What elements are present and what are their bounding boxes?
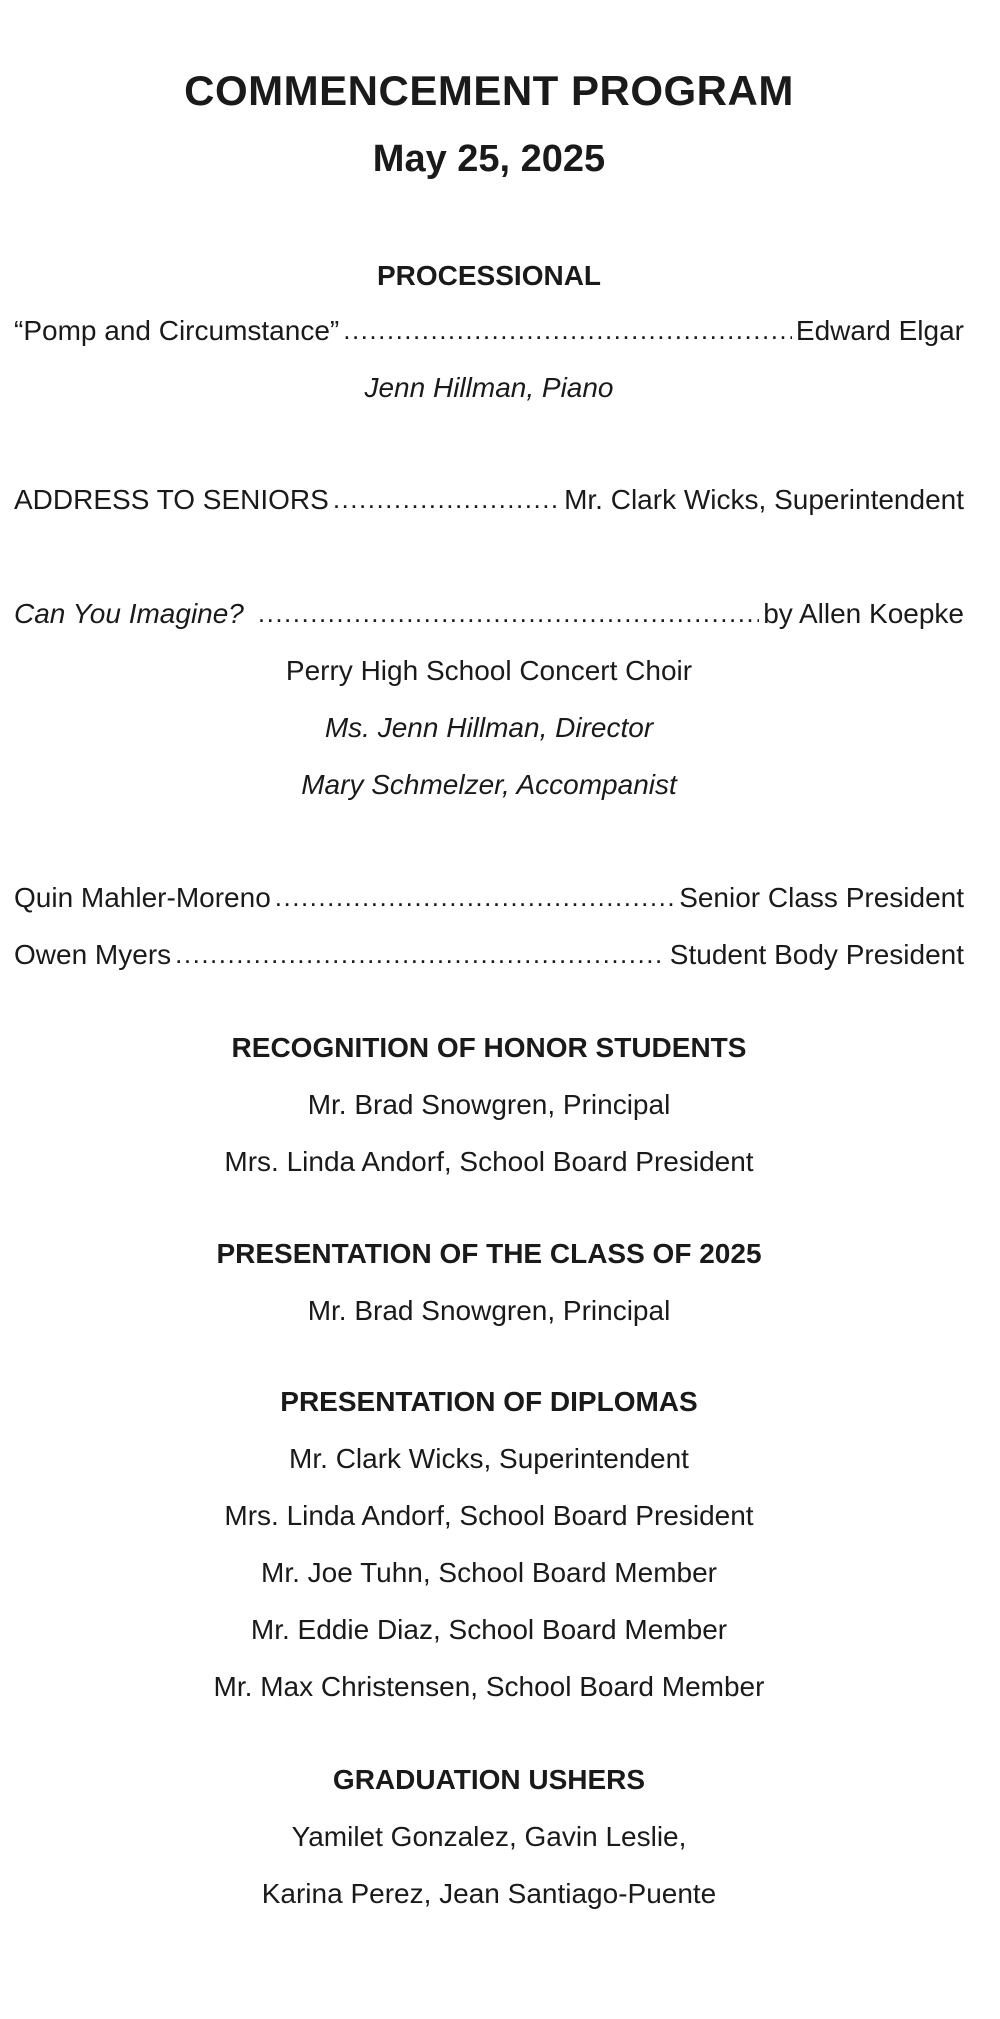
diplomas-person: Mr. Eddie Diaz, School Board Member bbox=[250, 1614, 728, 1645]
diplomas-person: Mr. Clark Wicks, Superintendent bbox=[289, 1443, 689, 1474]
song-line bbox=[14, 600, 964, 628]
diplomas-person: Mr. Max Christensen, School Board Member bbox=[213, 1671, 765, 1702]
dot-leader bbox=[343, 320, 792, 340]
ushers-line: Karina Perez, Jean Santiago-Puente bbox=[261, 1878, 717, 1909]
song-accompanist: Mary Schmelzer, Accompanist bbox=[301, 769, 677, 800]
speaker-line bbox=[14, 941, 964, 969]
address-speaker: Mr. Clark Wicks, Superintendent bbox=[564, 484, 964, 515]
song-director: Ms. Jenn Hillman, Director bbox=[324, 712, 654, 743]
song-composer: by Allen Koepke bbox=[763, 598, 964, 629]
dot-leader bbox=[258, 603, 759, 623]
class-presentation-person: Mr. Brad Snowgren, Principal bbox=[307, 1295, 671, 1326]
song-title: Can You Imagine? bbox=[14, 598, 244, 629]
speaker-line bbox=[14, 884, 964, 912]
processional-piece: “Pomp and Circumstance” bbox=[14, 315, 340, 346]
honor-heading: RECOGNITION OF HONOR STUDENTS bbox=[231, 1032, 747, 1063]
class-presentation-heading: PRESENTATION OF THE CLASS OF 2025 bbox=[216, 1238, 762, 1269]
speaker-role: Student Body President bbox=[669, 939, 964, 970]
ushers-line: Yamilet Gonzalez, Gavin Leslie, bbox=[291, 1821, 687, 1852]
song-ensemble: Perry High School Concert Choir bbox=[285, 655, 693, 686]
ushers-heading: GRADUATION USHERS bbox=[332, 1764, 646, 1795]
program-date: May 25, 2025 bbox=[372, 138, 606, 180]
processional-line bbox=[14, 317, 964, 345]
address-line bbox=[14, 486, 964, 514]
dot-leader bbox=[275, 887, 675, 907]
honor-person: Mr. Brad Snowgren, Principal bbox=[307, 1089, 671, 1120]
diplomas-person: Mrs. Linda Andorf, School Board President bbox=[224, 1500, 754, 1531]
processional-performer: Jenn Hillman, Piano bbox=[364, 372, 614, 403]
dot-leader bbox=[175, 944, 666, 964]
dot-leader bbox=[333, 489, 560, 509]
honor-person: Mrs. Linda Andorf, School Board President bbox=[224, 1146, 754, 1177]
program-title: COMMENCEMENT PROGRAM bbox=[184, 67, 794, 114]
diplomas-person: Mr. Joe Tuhn, School Board Member bbox=[261, 1557, 717, 1588]
processional-heading: PROCESSIONAL bbox=[376, 260, 602, 291]
speaker-name: Owen Myers bbox=[14, 939, 172, 970]
speaker-role: Senior Class President bbox=[679, 882, 964, 913]
address-label: ADDRESS TO SENIORS bbox=[14, 484, 329, 515]
diplomas-heading: PRESENTATION OF DIPLOMAS bbox=[280, 1386, 698, 1417]
processional-composer: Edward Elgar bbox=[795, 315, 964, 346]
speaker-name: Quin Mahler-Moreno bbox=[14, 882, 271, 913]
